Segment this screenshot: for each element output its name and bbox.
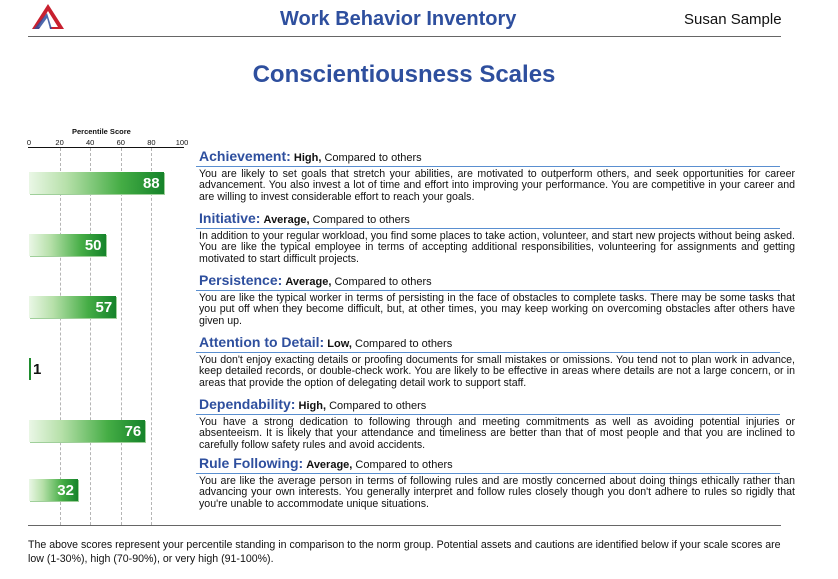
gridline <box>151 148 152 525</box>
scale-comparison: Compared to others <box>324 152 422 164</box>
scale-description: You are like the typical worker in terms of persisting in the face of obstacles to complete tasks. There may be some tasks that you put off when they become difficult, but, at other times, you may keep working on overcoming obstacles after others have given up. <box>199 292 795 327</box>
score-value: 32 <box>57 482 74 499</box>
scale-separator <box>196 166 780 167</box>
user-name: Susan Sample <box>684 11 782 28</box>
scale-separator <box>196 290 780 291</box>
axis-tick-label: 60 <box>116 138 125 147</box>
scale-name: Persistence: <box>199 272 283 288</box>
scale-comparison: Compared to others <box>312 214 410 226</box>
axis-tick-label: 20 <box>55 138 64 147</box>
scale-level: Average, <box>263 214 310 226</box>
score-value: 57 <box>95 299 113 316</box>
score-bar <box>29 479 78 501</box>
footer-divider <box>28 525 781 526</box>
score-value: 1 <box>33 361 42 378</box>
scale-heading <box>199 396 426 412</box>
gridline <box>90 148 91 525</box>
score-bar <box>29 234 106 256</box>
scale-separator <box>196 473 780 474</box>
score-bar <box>29 358 42 380</box>
axis-tick-label: 80 <box>147 138 156 147</box>
scale-description: You don't enjoy exacting details or proofing documents for small mistakes or omissions. You tend not to plan work in advance, keep detailed records, or double-check work. You are likely to be effective in areas where details are not a large concern, or in areas that provide the option of delegating detail work to support staff. <box>199 354 795 389</box>
scale-description: You have a strong dedication to following through and meeting commitments as well as avoiding potential injuries or absenteeism. It is likely that your attendance and timeliness are better than that of most people and that you are inclined to carefully follow safety rules and avoid accidents. <box>199 416 795 451</box>
scale-name: Attention to Detail: <box>199 334 325 350</box>
gridline <box>60 148 61 525</box>
scale-level: Low, <box>327 338 352 350</box>
scale-separator <box>196 414 780 415</box>
scale-separator <box>196 352 780 353</box>
scale-level: Average, <box>306 459 353 471</box>
scale-comparison: Compared to others <box>334 276 432 288</box>
header-divider <box>28 36 781 37</box>
scale-name: Initiative: <box>199 210 261 226</box>
score-value: 50 <box>84 237 102 254</box>
scale-comparison: Compared to others <box>355 459 453 471</box>
app-title: Work Behavior Inventory <box>280 8 517 30</box>
score-bar <box>29 172 164 194</box>
scale-level: Average, <box>285 276 332 288</box>
scale-heading <box>199 334 452 350</box>
scale-name: Dependability: <box>199 396 296 412</box>
report-header <box>0 0 838 38</box>
page-title: Conscientiousness Scales <box>252 61 556 88</box>
axis-tick-label: 40 <box>86 138 95 147</box>
axis-tick-label: 0 <box>26 138 32 147</box>
scale-description: In addition to your regular workload, you find some places to take action, volunteer, and start new projects without being asked. You are like the typical employee in terms of accepting additional responsibilities, volunteering for assignments and getting motivated to start difficult projects. <box>199 230 795 265</box>
scale-level: High, <box>293 152 322 164</box>
scale-heading <box>199 210 410 226</box>
score-bar <box>29 296 116 318</box>
axis-tick-label: 100 <box>175 138 189 147</box>
score-value: 76 <box>124 423 142 440</box>
scale-level: High, <box>298 400 327 412</box>
scale-name: Achievement: <box>199 148 291 164</box>
scale-description: You are like the average person in terms of following rules and are mostly concerned about doing things ethically rather than advancing your own interests. You generally interpret and follow rules closely though you don't adhere to rules so rigidly that you're unable to accommodate unique situations. <box>199 475 795 510</box>
scale-heading <box>199 455 453 471</box>
axis-title: Percentile Score <box>72 127 131 136</box>
score-bar <box>29 420 145 442</box>
footnote: The above scores represent your percentile standing in comparison to the norm group. Potential assets and cautions are identified below if your scale scores are low (1-30%), high (70-90%), or very high (91-100%). <box>28 539 781 565</box>
scale-separator <box>196 228 780 229</box>
scale-name: Rule Following: <box>199 455 304 471</box>
score-value: 88 <box>142 175 160 192</box>
gridline <box>121 148 122 525</box>
scale-description: You are likely to set goals that stretch your abilities, are motivated to outperform others, and seek opportunities for career advancement. You also invest a lot of time and effort into improving your performance. You are competitive in your career and are willing to invest considerable effort to reach your goals. <box>199 168 795 203</box>
company-logo-icon <box>30 2 66 32</box>
axis-line <box>28 147 184 148</box>
scale-heading <box>199 148 422 164</box>
scale-comparison: Compared to others <box>329 400 427 412</box>
scale-comparison: Compared to others <box>355 338 453 350</box>
scale-heading <box>199 272 432 288</box>
